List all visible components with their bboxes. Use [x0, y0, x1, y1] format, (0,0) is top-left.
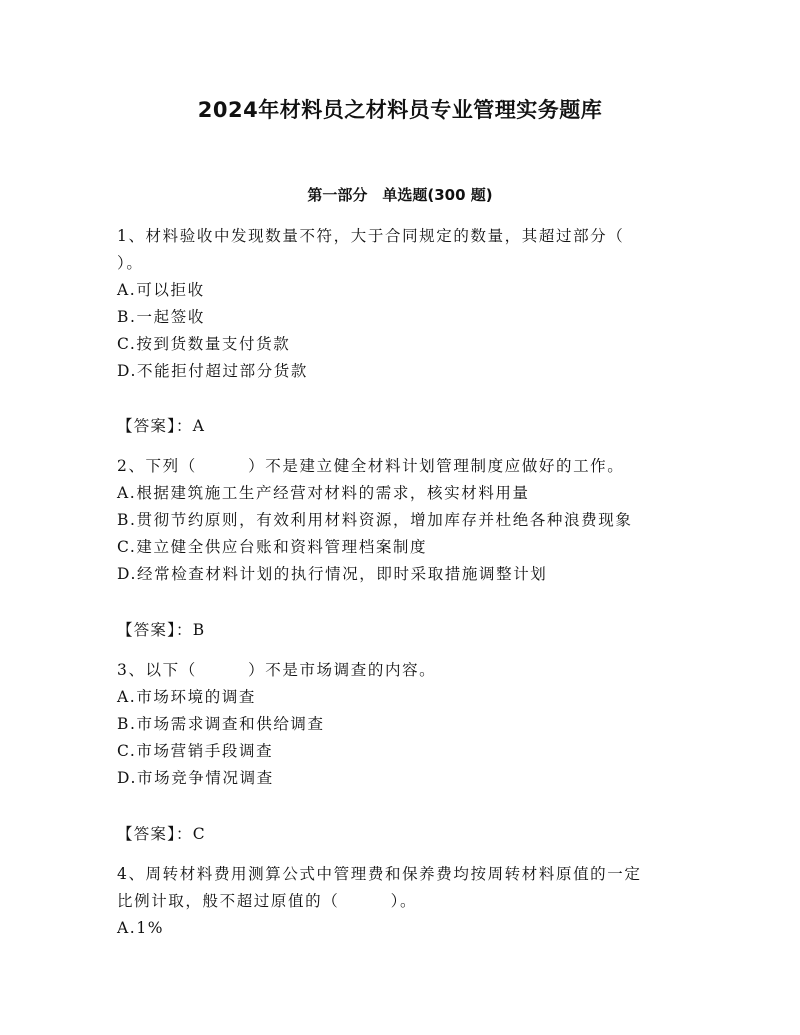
question-2-answer: 【答案】：B [117, 621, 206, 639]
question-2-option-c: C.建立健全供应台账和资料管理档案制度 [117, 538, 428, 556]
question-2-option-d: D.经常检查材料计划的执行情况，即时采取措施调整计划 [117, 565, 548, 583]
section-title: 第一部分 单选题(300 题) [307, 186, 493, 204]
question-2-stem-line-1: 2、下列（ ）不是建立健全材料计划管理制度应做好的工作。 [117, 457, 625, 475]
question-1-answer: 【答案】：A [117, 417, 206, 435]
question-3-answer: 【答案】：C [117, 825, 206, 843]
question-1-stem-line-2: ）。 [117, 254, 144, 272]
question-2-option-b: B.贯彻节约原则，有效利用材料资源，增加库存并杜绝各种浪费现象 [117, 511, 633, 529]
question-4-option-a: A.1% [117, 919, 165, 937]
question-3-option-c: C.市场营销手段调查 [117, 742, 274, 760]
question-1-option-b: B.一起签收 [117, 308, 205, 326]
question-3-stem-line-1: 3、以下（ ）不是市场调查的内容。 [117, 661, 437, 679]
question-2-option-a: A.根据建筑施工生产经营对材料的需求，核实材料用量 [117, 484, 530, 502]
question-4-stem-line-2: 比例计取，般不超过原值的（ ）。 [117, 892, 418, 910]
question-1-stem-line-1: 1、材料验收中发现数量不符，大于合同规定的数量，其超过部分（ [117, 227, 625, 245]
question-4-stem-line-1: 4、周转材料费用测算公式中管理费和保养费均按周转材料原值的一定 [117, 865, 642, 883]
question-3-option-d: D.市场竞争情况调查 [117, 769, 274, 787]
question-3-option-a: A.市场环境的调查 [117, 688, 257, 706]
question-1-option-c: C.按到货数量支付货款 [117, 335, 291, 353]
question-3-option-b: B.市场需求调查和供给调查 [117, 715, 325, 733]
question-1-option-d: D.不能拒付超过部分货款 [117, 362, 309, 380]
question-1-option-a: A.可以拒收 [117, 281, 205, 299]
document-title: 2024年材料员之材料员专业管理实务题库 [197, 98, 603, 122]
